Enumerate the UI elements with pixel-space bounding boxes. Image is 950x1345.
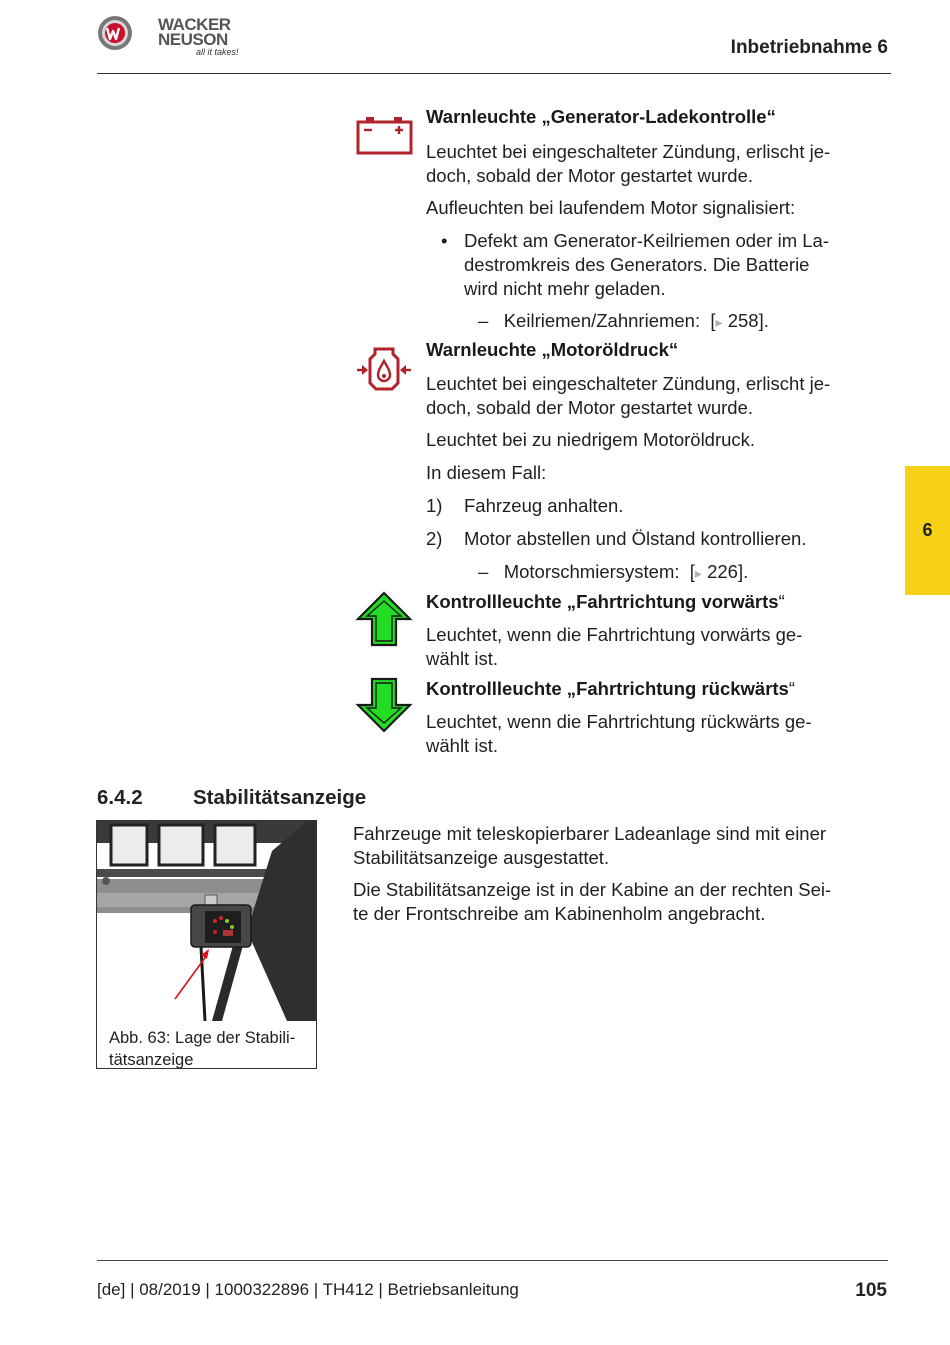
chapter-tab-number: 6 — [922, 520, 933, 540]
figure-caption — [109, 1027, 314, 1071]
text-line: Leuchtet bei eingeschalteter Zündung, erlischt je- — [426, 141, 831, 162]
step-number: 1) — [426, 495, 443, 516]
title-suffix: “ — [788, 678, 796, 699]
battery-icon — [355, 112, 413, 158]
text-line: wird nicht mehr geladen. — [464, 278, 666, 299]
text-line: Stabilitätsanzeige ausgestattet. — [353, 847, 610, 868]
section-title: Stabilitätsanzeige — [193, 786, 367, 809]
indicator-desc-generator — [426, 140, 830, 188]
indicator-desc-oil-pressure — [426, 372, 830, 420]
indicator-title-forward — [426, 590, 785, 614]
brand-line-1: WACKER — [158, 15, 231, 34]
reference-keilriemen[interactable] — [478, 309, 769, 334]
oil-low-text: Leuchtet bei zu niedrigem Motoröldruck. — [426, 429, 756, 450]
caption-line: tätsanzeige — [109, 1051, 194, 1069]
title-suffix: “ — [778, 591, 785, 612]
oil-case-text: In diesem Fall: — [426, 462, 547, 483]
reference-bracket: [ — [710, 310, 716, 331]
text-line: Leuchtet bei eingeschalteter Zündung, erlischt je- — [426, 373, 831, 394]
text-line: wählt ist. — [426, 735, 498, 756]
bullet-marker: • — [441, 230, 448, 251]
page-number: 105 — [855, 1280, 887, 1301]
dash-marker: – — [478, 561, 489, 582]
reference-label: Keilriemen/Zahnriemen: — [503, 310, 701, 331]
reference-bracket: [ — [689, 561, 695, 582]
reference-motorschmiersystem[interactable] — [478, 560, 748, 585]
text-line: Leuchtet, wenn die Fahrtrichtung rückwärts ge- — [426, 711, 812, 732]
text-line: Leuchtet, wenn die Fahrtrichtung vorwärts ge- — [426, 624, 803, 645]
step-text: Motor abstellen und Ölstand kontrollieren. — [464, 528, 807, 549]
generator-signal-text: Aufleuchten bei laufendem Motor signalisiert: — [426, 197, 796, 218]
arrow-down-icon — [355, 676, 413, 734]
header-divider — [97, 73, 891, 74]
text-line: Defekt am Generator-Keilriemen oder im La- — [464, 230, 830, 251]
brand-name — [158, 17, 231, 47]
section-paragraph-1 — [353, 822, 826, 870]
title-bold: Fahrtrichtung vorwärts — [576, 591, 779, 612]
text-line: destromkreis des Generators. Die Batterie — [464, 254, 810, 275]
dash-marker: – — [478, 310, 489, 331]
indicator-desc-forward — [426, 623, 802, 671]
text-line: wählt ist. — [426, 648, 498, 669]
text-line: te der Frontschreibe am Kabinenholm angebracht. — [353, 903, 766, 924]
caption-line: Abb. 63: Lage der Stabili- — [109, 1029, 296, 1047]
chapter-title: Inbetriebnahme 6 — [730, 37, 888, 58]
arrow-up-icon — [355, 590, 413, 648]
text-line: doch, sobald der Motor gestartet wurde. — [426, 397, 754, 418]
page-reference-arrow-icon: ▸ — [715, 314, 723, 330]
text-line: doch, sobald der Motor gestartet wurde. — [426, 165, 754, 186]
brand-line-2: NEUSON — [158, 30, 228, 49]
page-reference-arrow-icon: ▸ — [694, 565, 702, 581]
indicator-title-oil-pressure: Warnleuchte „Motoröldruck“ — [426, 339, 679, 360]
chapter-tab — [905, 466, 950, 595]
indicator-desc-reverse — [426, 710, 812, 758]
section-paragraph-2 — [353, 878, 831, 926]
oil-pressure-icon — [355, 346, 413, 392]
section-number: 6.4.2 — [97, 786, 143, 809]
indicator-title-reverse — [426, 677, 795, 701]
step-number: 2) — [426, 528, 443, 549]
brand-tagline: all it takes! — [196, 47, 239, 57]
footer-divider — [97, 1260, 888, 1261]
wacker-neuson-logo-icon — [97, 15, 133, 51]
title-prefix: Kontrollleuchte „ — [426, 678, 577, 699]
text-line: Die Stabilitätsanzeige ist in der Kabine an der rechten Sei- — [353, 879, 832, 900]
step-text: Fahrzeug anhalten. — [464, 495, 624, 516]
cabin-photo — [97, 821, 317, 1021]
reference-page[interactable]: 226]. — [707, 561, 749, 582]
footer-doc-info: [de] | 08/2019 | 1000322896 | TH412 | Betriebsanleitung — [97, 1280, 519, 1299]
indicator-title-generator: Warnleuchte „Generator-Ladekontrolle“ — [426, 106, 776, 127]
title-prefix: Kontrollleuchte „ — [426, 591, 577, 612]
text-line: Fahrzeuge mit teleskopierbarer Ladeanlage sind mit einer — [353, 823, 827, 844]
generator-bullet-item — [464, 229, 829, 301]
reference-label: Motorschmiersystem: — [503, 561, 680, 582]
title-bold: Fahrtrichtung rückwärts — [576, 678, 789, 699]
reference-page[interactable]: 258]. — [727, 310, 769, 331]
